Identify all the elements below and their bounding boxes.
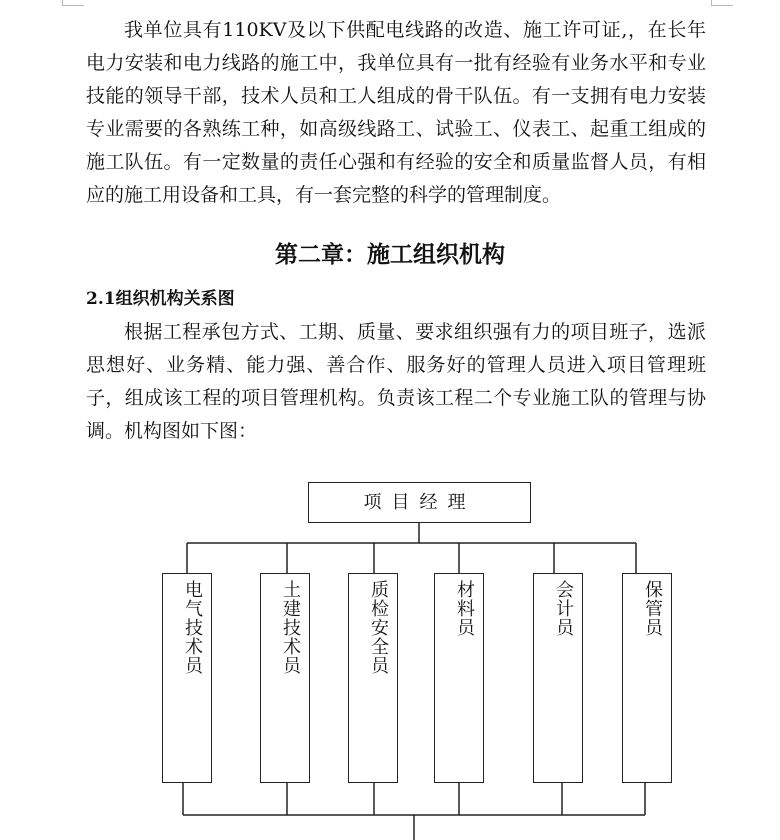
intro-paragraph: 我单位具有110KV及以下供配电线路的改造、施工许可证,，在长年电力安装和电力线路的施工中，我单位具有一批有经验有业务水平和专业技能的领导干部，技术人员和工人组成的骨干队伍。有一支拥有电力安装专业需要的各熟练工种，如高级线路工、试验工、仪表工、起重工组成的施工队伍。有一定数量的责任心强和有经验的安全和质量监督人员，有相应的施工用设备和工具，有一套完整的科学的管理制度。 (86, 19, 706, 206)
org-box-storekeeper: 保管员 (622, 573, 672, 783)
section-title: 2.1组织机构关系图 (86, 289, 235, 309)
org-box-accountant: 会计员 (533, 573, 583, 783)
org-box-project-manager: 项目经理 (308, 482, 531, 523)
chapter-title: 第二章：施工组织机构 (275, 241, 505, 268)
body-paragraph: 根据工程承包方式、工期、质量、要求组织强有力的项目班子，选派思想好、业务精、能力强、善合作、服务好的管理人员进入项目管理班子，组成该工程的项目管理机构。负责该工程二个专业施工队的管理与协调。机构图如下图： (86, 321, 706, 442)
org-box-civil-technician: 土建技术员 (260, 573, 310, 783)
org-box-materials-clerk: 材料员 (434, 573, 484, 783)
org-box-quality-safety-officer: 质检安全员 (348, 573, 398, 783)
org-box-electrical-technician: 电气技术员 (162, 573, 212, 783)
